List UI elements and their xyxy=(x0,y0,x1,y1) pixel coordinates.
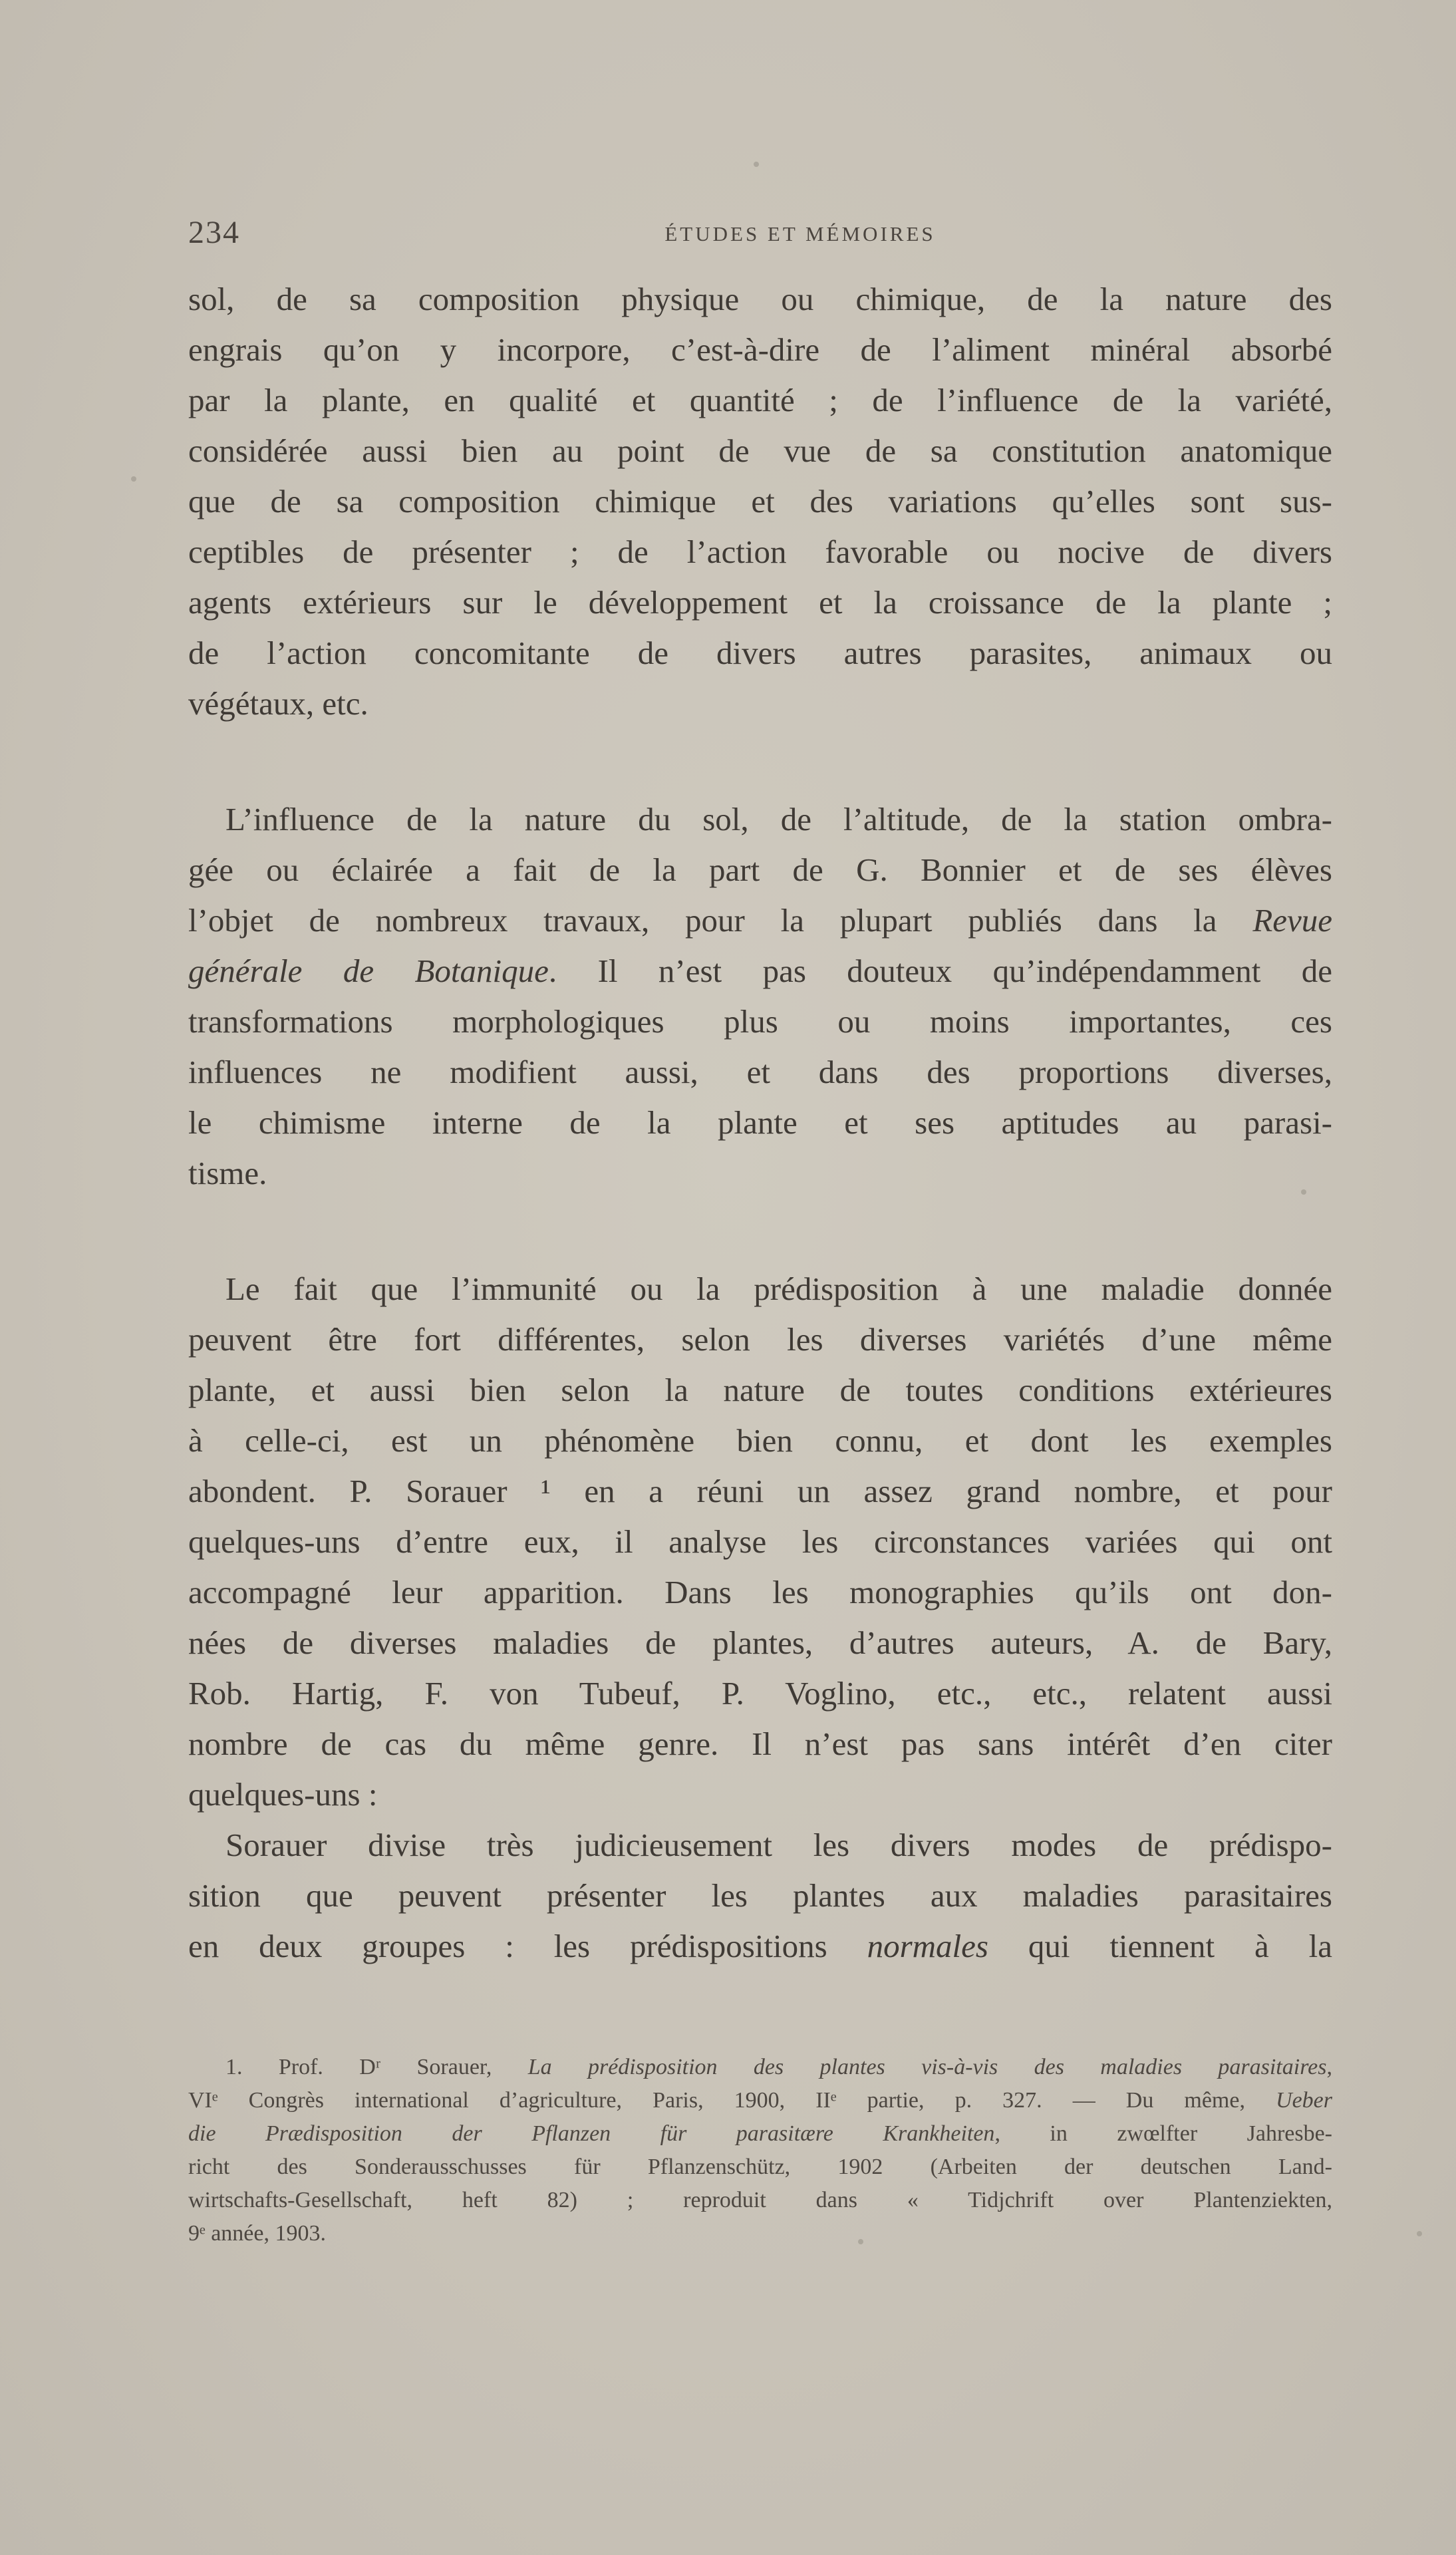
text-line: que de sa composition chimique et des variations qu’elles sont sus- xyxy=(188,483,1332,520)
text-line: quelques-uns : xyxy=(188,1776,378,1813)
body-text xyxy=(188,274,1332,1972)
text-line: nombre de cas du même genre. Il n’est pas sans intérêt d’en citer xyxy=(188,1726,1332,1762)
text-line: Sorauer divise très judicieusement les divers modes de prédispo- xyxy=(225,1827,1332,1863)
text-line: Rob. Hartig, F. von Tubeuf, P. Voglino, etc., etc., relatent aussi xyxy=(188,1675,1332,1712)
paper-speck xyxy=(858,2239,863,2244)
paragraph-2 xyxy=(188,794,1332,1199)
text-line: ceptibles de présenter ; de l’action favorable ou nocive de divers xyxy=(188,533,1332,570)
text-line: sition que peuvent présenter les plantes aux maladies parasitaires xyxy=(188,1877,1332,1914)
footnotes xyxy=(188,2051,1332,2250)
paragraph-gap xyxy=(188,729,1332,794)
text-line: transformations morphologiques plus ou moins importantes, ces xyxy=(188,1003,1332,1040)
journal-title-part-2: générale de Botanique xyxy=(188,953,549,989)
text-line: tisme. xyxy=(188,1155,267,1191)
paper-speck xyxy=(1301,1189,1306,1195)
text-line: quelques-uns d’entre eux, il analyse les circonstances variées qui ont xyxy=(188,1523,1332,1560)
text-line: par la plante, en qualité et quantité ; de l’influence de la variété, xyxy=(188,382,1332,418)
text-line: sol, de sa composition physique ou chimique, de la nature des xyxy=(188,281,1332,317)
paragraph-4 xyxy=(188,1820,1332,1972)
paragraph-gap xyxy=(188,1199,1332,1264)
footnote-line: richt des Sonderausschusses für Pflanzenschütz, 1902 (Arbeiten der deutschen Land- xyxy=(188,2155,1332,2179)
footnote-line: 9ᵉ année, 1903. xyxy=(188,2221,326,2246)
text-line: nées de diverses maladies de plantes, d’autres auteurs, A. de Bary, xyxy=(188,1624,1332,1661)
text-line: influences ne modifient aussi, et dans des proportions diverses, xyxy=(188,1054,1332,1090)
text-line: le chimisme interne de la plante et ses aptitudes au parasi- xyxy=(188,1104,1332,1141)
text-line: engrais qu’on y incorpore, c’est-à-dire de l’aliment minéral absorbé xyxy=(188,331,1332,368)
paragraph-1 xyxy=(188,274,1332,729)
paper-speck xyxy=(754,162,759,167)
text-line: à celle-ci, est un phénomène bien connu, et dont les exemples xyxy=(188,1422,1332,1459)
footnote-title-2a: Ueber xyxy=(1276,2088,1332,2113)
text-line: de l’action concomitante de divers autres parasites, animaux ou xyxy=(188,635,1332,671)
text-line: peuvent être fort différentes, selon les diverses variétés d’une même xyxy=(188,1321,1332,1358)
footnote-line: wirtschafts-Gesellschaft, heft 82) ; reproduit dans « Tidjchrift over Plantenziekten, xyxy=(188,2188,1332,2212)
text-line: générale de Botanique. Il n’est pas douteux qu’indépendamment de xyxy=(188,953,1332,989)
emphasis-normales: normales xyxy=(867,1928,988,1964)
text-line: considérée aussi bien au point de vue de sa constitution anatomique xyxy=(188,432,1332,469)
text-line: en deux groupes : les prédispositions normales qui tiennent à la xyxy=(188,1928,1332,1964)
paper-speck xyxy=(1417,2231,1422,2236)
text-line: accompagné leur apparition. Dans les monographies qu’ils ont don- xyxy=(188,1574,1332,1610)
text-line: Le fait que l’immunité ou la prédisposition à une maladie donnée xyxy=(225,1271,1332,1307)
page-number: 234 xyxy=(188,215,240,250)
text-line: gée ou éclairée a fait de la part de G. Bonnier et de ses élèves xyxy=(188,851,1332,888)
paragraph-3 xyxy=(188,1264,1332,1820)
text-line: végétaux, etc. xyxy=(188,685,368,722)
footnote-line: VIᵉ Congrès international d’agriculture, Paris, 1900, IIᵉ partie, p. 327. — Du même, Ueber xyxy=(188,2088,1332,2113)
footnote-title-1: La prédisposition des plantes vis-à-vis des maladies parasitaires xyxy=(527,2055,1327,2079)
text-line: agents extérieurs sur le développement et la croissance de la plante ; xyxy=(188,584,1332,621)
text-line: plante, et aussi bien selon la nature de toutes conditions extérieures xyxy=(188,1372,1332,1408)
text-line: L’influence de la nature du sol, de l’altitude, de la station ombra- xyxy=(225,801,1332,837)
footnote-line: 1. Prof. Dʳ Sorauer, La prédisposition des plantes vis-à-vis des maladies parasitaires, xyxy=(225,2055,1332,2079)
page-header xyxy=(188,214,1332,254)
paper-speck xyxy=(131,476,136,482)
footnote-line: die Prædisposition der Pflanzen für parasitære Krankheiten, in zwœlfter Jahresbe- xyxy=(188,2121,1332,2146)
journal-title-part-1: Revue xyxy=(1252,902,1332,939)
running-head: ÉTUDES ET MÉMOIRES xyxy=(664,222,936,245)
text-line: l’objet de nombreux travaux, pour la plupart publiés dans la Revue xyxy=(188,902,1332,939)
text-line: abondent. P. Sorauer ¹ en a réuni un assez grand nombre, et pour xyxy=(188,1473,1332,1509)
footnote-title-2b: die Prædisposition der Pflanzen für parasitære Krankheiten xyxy=(188,2121,995,2146)
